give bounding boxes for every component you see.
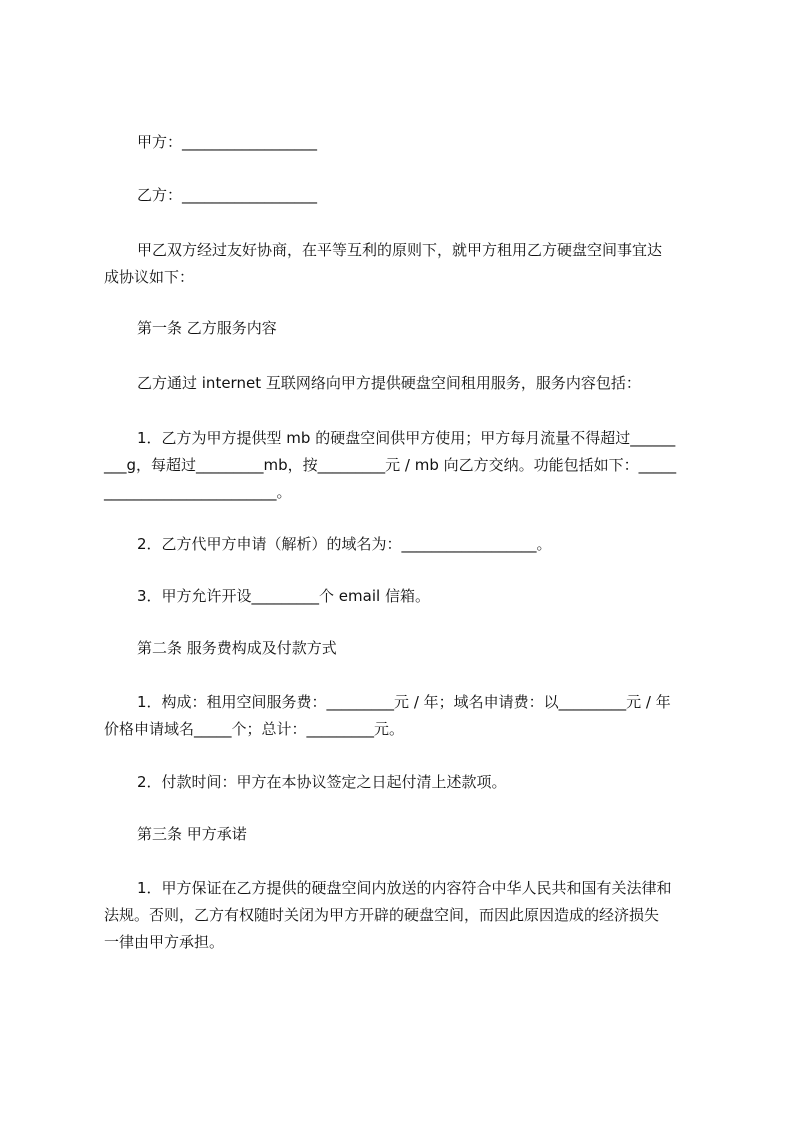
party-a-line: 甲方：__________________: [137, 133, 318, 151]
article-1-item-1-line-2: ___g，每超过_________mb，按_________元 / mb 向乙方交纳。功能包括如下：_____: [104, 456, 677, 474]
article-1-lead: 乙方通过 internet 互联网络向甲方提供硬盘空间租用服务，服务内容包括：: [137, 374, 641, 392]
article-3-item-1-line-1: 1．甲方保证在乙方提供的硬盘空间内放送的内容符合中华人民共和国有关法律和: [137, 879, 672, 897]
article-1-item-1-line-3: _______________________。: [104, 483, 292, 501]
article-1-item-3: 3．甲方允许开设_________个 email 信箱。: [137, 587, 430, 605]
article-2-item-1-line-2: 价格申请域名_____个；总计：_________元。: [104, 720, 405, 738]
article-3-item-1-line-3: 一律由甲方承担。: [104, 933, 225, 951]
article-2-item-2: 2．付款时间：甲方在本协议签定之日起付清上述款项。: [137, 773, 507, 791]
article-2-title: 第二条 服务费构成及付款方式: [137, 639, 337, 657]
article-1-title: 第一条 乙方服务内容: [137, 319, 277, 337]
party-b-line: 乙方：__________________: [137, 186, 318, 204]
article-1-item-1-line-1: 1．乙方为甲方提供型 mb 的硬盘空间供甲方使用；甲方每月流量不得超过______: [137, 429, 676, 447]
intro-line-2: 成协议如下：: [104, 268, 195, 286]
article-1-item-2: 2．乙方代甲方申请（解析）的域名为：__________________。: [137, 535, 552, 553]
intro-line-1: 甲乙双方经过友好协商，在平等互利的原则下，就甲方租用乙方硬盘空间事宜达: [137, 241, 663, 259]
article-3-item-1-line-2: 法规。否则，乙方有权随时关闭为甲方开辟的硬盘空间，而因此原因造成的经济损失: [104, 906, 660, 924]
article-2-item-1-line-1: 1．构成：租用空间服务费：_________元 / 年；域名申请费：以_________元 / 年: [137, 693, 671, 711]
article-3-title: 第三条 甲方承诺: [137, 825, 247, 843]
